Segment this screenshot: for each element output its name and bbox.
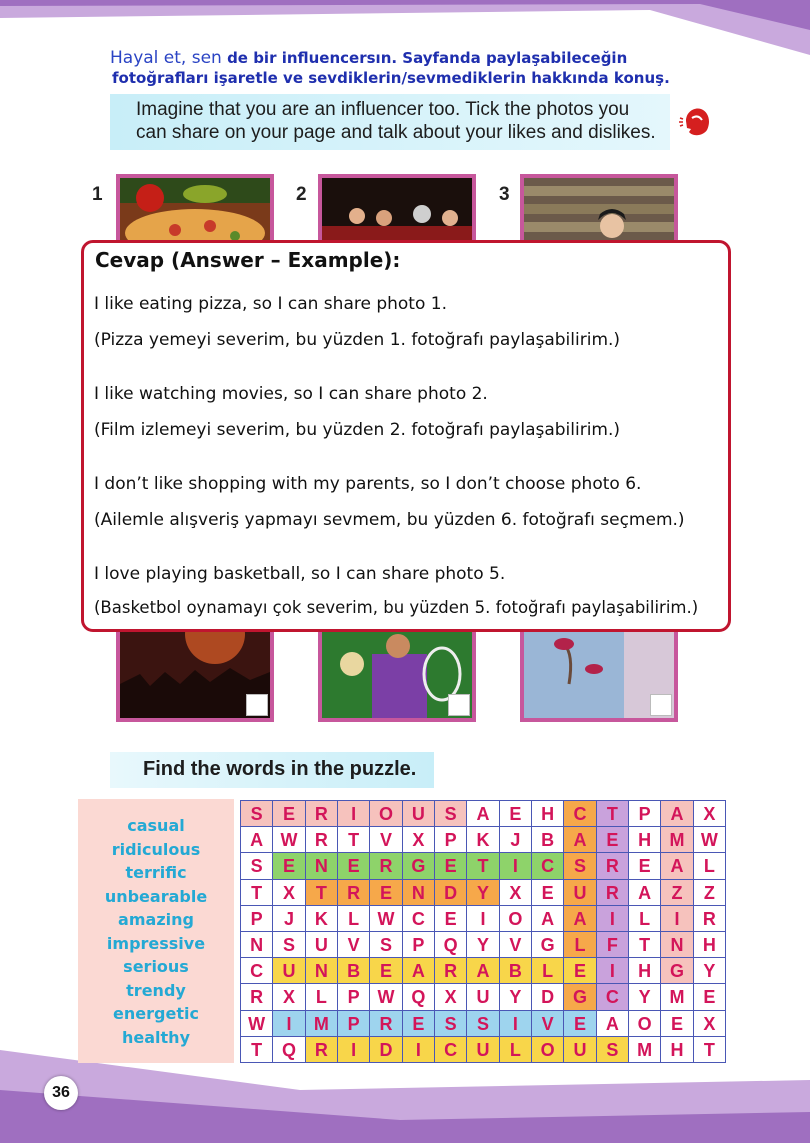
grid-cell[interactable]: C	[596, 983, 629, 1010]
grid-cell[interactable]: I	[272, 1010, 305, 1037]
photo-5-checkbox[interactable]	[448, 694, 470, 716]
word-list-panel	[78, 799, 234, 1063]
photo-number-3: 3	[499, 184, 510, 205]
grid-cell[interactable]: E	[660, 1010, 693, 1037]
grid-cell[interactable]: T	[596, 800, 629, 827]
grid-cell[interactable]: B	[499, 957, 532, 984]
grid-cell[interactable]: P	[337, 1010, 370, 1037]
pizza-image	[120, 178, 270, 248]
grid-cell[interactable]: W	[369, 983, 402, 1010]
answer-line-8: (Basketbol oynamayı çok severim, bu yüzden 5. fotoğrafı paylaşabilirim.)	[94, 598, 699, 617]
grid-cell[interactable]: R	[434, 957, 467, 984]
grid-cell[interactable]: S	[369, 931, 402, 958]
grid-cell[interactable]: Y	[628, 983, 661, 1010]
grid-cell[interactable]: X	[693, 1010, 726, 1037]
grid-cell[interactable]: G	[563, 983, 596, 1010]
grid-cell[interactable]: D	[531, 983, 564, 1010]
grid-cell[interactable]: I	[596, 957, 629, 984]
grid-cell[interactable]: R	[305, 800, 338, 827]
grid-cell[interactable]: A	[596, 1010, 629, 1037]
grid-cell[interactable]: L	[337, 905, 370, 932]
grid-cell[interactable]: R	[369, 1010, 402, 1037]
grid-cell[interactable]: E	[369, 957, 402, 984]
grid-cell[interactable]: T	[693, 1036, 726, 1063]
grid-cell[interactable]: N	[305, 852, 338, 879]
grid-cell[interactable]: I	[337, 800, 370, 827]
grid-cell[interactable]: A	[563, 905, 596, 932]
word-terrific: terrific	[125, 863, 187, 882]
grid-cell[interactable]: X	[272, 879, 305, 906]
answer-line-5: I don’t like shopping with my parents, so I don’t choose photo 6.	[94, 474, 642, 494]
grid-cell[interactable]: I	[466, 905, 499, 932]
grid-cell[interactable]: C	[531, 852, 564, 879]
grid-cell[interactable]: D	[434, 879, 467, 906]
grid-cell[interactable]: X	[402, 826, 435, 853]
grid-cell[interactable]: M	[660, 983, 693, 1010]
word-unbearable: unbearable	[104, 887, 208, 906]
grid-cell[interactable]: I	[499, 1010, 532, 1037]
grid-cell[interactable]: N	[402, 879, 435, 906]
grid-cell[interactable]: H	[693, 931, 726, 958]
grid-cell[interactable]: S	[272, 931, 305, 958]
grid-cell[interactable]: R	[305, 826, 338, 853]
grid-cell[interactable]: A	[563, 826, 596, 853]
grid-cell[interactable]: C	[563, 800, 596, 827]
grid-cell[interactable]: U	[466, 1036, 499, 1063]
grid-cell[interactable]: L	[693, 852, 726, 879]
grid-cell[interactable]: G	[402, 852, 435, 879]
turkish-instruction-line1	[110, 48, 627, 68]
photo-4-checkbox[interactable]	[246, 694, 268, 716]
speaker-icon	[678, 104, 712, 138]
grid-cell[interactable]: L	[531, 957, 564, 984]
cinema-image	[322, 178, 472, 248]
photo-6-checkbox[interactable]	[650, 694, 672, 716]
grid-cell[interactable]: X	[693, 800, 726, 827]
grid-cell[interactable]: E	[272, 800, 305, 827]
grid-cell[interactable]: T	[337, 826, 370, 853]
grid-cell[interactable]: M	[628, 1036, 661, 1063]
grid-cell[interactable]: V	[369, 826, 402, 853]
grid-cell[interactable]: X	[434, 983, 467, 1010]
grid-cell[interactable]: S	[434, 1010, 467, 1037]
grid-cell[interactable]: U	[466, 983, 499, 1010]
grid-cell[interactable]: H	[628, 957, 661, 984]
grid-cell[interactable]: Y	[466, 879, 499, 906]
grid-cell[interactable]: P	[434, 826, 467, 853]
grid-cell[interactable]: T	[466, 852, 499, 879]
grid-cell[interactable]: A	[531, 905, 564, 932]
word-search-grid	[240, 800, 725, 1062]
grid-cell[interactable]: R	[369, 852, 402, 879]
grid-cell[interactable]: P	[402, 931, 435, 958]
grid-cell[interactable]: A	[466, 957, 499, 984]
answer-line-2: (Pizza yemeyi severim, bu yüzden 1. fotoğrafı paylaşabilirim.)	[94, 330, 621, 350]
grid-cell[interactable]: E	[434, 852, 467, 879]
grid-cell[interactable]: H	[628, 826, 661, 853]
grid-cell[interactable]: W	[693, 826, 726, 853]
grid-cell[interactable]: V	[531, 1010, 564, 1037]
puzzle-title: Find the words in the puzzle.	[143, 758, 417, 780]
grid-cell[interactable]: O	[531, 1036, 564, 1063]
instruction-line2: can share on your page and talk about your likes and dislikes.	[136, 122, 656, 143]
word-amazing: amazing	[118, 910, 194, 929]
word-healthy: healthy	[122, 1028, 190, 1047]
grid-cell[interactable]: E	[369, 879, 402, 906]
photo-number-1: 1	[92, 184, 103, 205]
grid-cell[interactable]: L	[563, 931, 596, 958]
grid-cell[interactable]: P	[628, 800, 661, 827]
grid-cell[interactable]: P	[240, 905, 273, 932]
grid-cell[interactable]: R	[596, 879, 629, 906]
word-impressive: impressive	[106, 934, 206, 953]
grid-cell[interactable]: T	[628, 931, 661, 958]
answer-line-4: (Film izlemeyi severim, bu yüzden 2. fotoğrafı paylaşabilirim.)	[94, 420, 621, 440]
grid-cell[interactable]: L	[305, 983, 338, 1010]
grid-cell[interactable]: U	[402, 800, 435, 827]
grid-cell[interactable]: J	[499, 826, 532, 853]
grid-cell[interactable]: C	[434, 1036, 467, 1063]
grid-cell[interactable]: S	[240, 852, 273, 879]
turkish-instruction-line2: fotoğrafları işaretle ve sevdiklerin/sevmediklerin hakkında konuş.	[112, 69, 670, 87]
answer-line-6: (Ailemle alışveriş yapmayı sevmem, bu yüzden 6. fotoğrafı seçmem.)	[94, 510, 685, 530]
grid-cell[interactable]: E	[563, 1010, 596, 1037]
grid-cell[interactable]: T	[240, 879, 273, 906]
grid-cell[interactable]: M	[660, 826, 693, 853]
grid-cell[interactable]: V	[337, 931, 370, 958]
grid-cell[interactable]: M	[305, 1010, 338, 1037]
grid-cell[interactable]: W	[369, 905, 402, 932]
grid-cell[interactable]: R	[596, 852, 629, 879]
grid-cell[interactable]: I	[402, 1036, 435, 1063]
grid-cell[interactable]: W	[272, 826, 305, 853]
grid-cell[interactable]: K	[305, 905, 338, 932]
grid-cell[interactable]: B	[531, 826, 564, 853]
grid-cell[interactable]: U	[563, 1036, 596, 1063]
grid-cell[interactable]: J	[272, 905, 305, 932]
photo-tennis[interactable]	[318, 620, 476, 722]
grid-cell[interactable]: U	[563, 879, 596, 906]
grid-cell[interactable]: C	[240, 957, 273, 984]
instruction-text	[136, 98, 676, 144]
grid-cell[interactable]: S	[466, 1010, 499, 1037]
grid-cell[interactable]: Y	[499, 983, 532, 1010]
grid-cell[interactable]: O	[499, 905, 532, 932]
grid-cell[interactable]: N	[305, 957, 338, 984]
grid-cell[interactable]: X	[499, 879, 532, 906]
grid-cell[interactable]: Q	[272, 1036, 305, 1063]
grid-cell[interactable]: Z	[660, 879, 693, 906]
grid-cell[interactable]: R	[337, 879, 370, 906]
grid-cell[interactable]: T	[305, 879, 338, 906]
photo-flowers[interactable]	[520, 620, 678, 722]
grid-cell[interactable]: I	[660, 905, 693, 932]
library-image	[524, 178, 674, 248]
grid-cell[interactable]: E	[563, 957, 596, 984]
grid-cell[interactable]: P	[337, 983, 370, 1010]
grid-cell[interactable]: S	[596, 1036, 629, 1063]
answer-line-3: I like watching movies, so I can share photo 2.	[94, 384, 488, 404]
grid-cell[interactable]: I	[596, 905, 629, 932]
photo-concert[interactable]	[116, 620, 274, 722]
grid-cell[interactable]: I	[337, 1036, 370, 1063]
turkish-instruction-rest: de bir influencersın. Sayfanda paylaşabileceğin	[227, 49, 628, 67]
grid-cell[interactable]: E	[434, 905, 467, 932]
grid-cell[interactable]: C	[402, 905, 435, 932]
grid-cell[interactable]: B	[337, 957, 370, 984]
word-ridiculous: ridiculous	[111, 840, 201, 859]
grid-cell[interactable]: D	[369, 1036, 402, 1063]
grid-cell[interactable]: A	[466, 800, 499, 827]
grid-cell[interactable]: E	[402, 1010, 435, 1037]
grid-cell[interactable]: O	[628, 1010, 661, 1037]
grid-cell[interactable]: T	[240, 1036, 273, 1063]
grid-cell[interactable]: Y	[466, 931, 499, 958]
grid-cell[interactable]: I	[499, 852, 532, 879]
grid-cell[interactable]: R	[305, 1036, 338, 1063]
answer-line-7: I love playing basketball, so I can share photo 5.	[94, 564, 506, 584]
grid-cell[interactable]: K	[466, 826, 499, 853]
grid-cell[interactable]: E	[693, 983, 726, 1010]
grid-cell[interactable]: A	[660, 852, 693, 879]
answer-line-1: I like eating pizza, so I can share photo 1.	[94, 294, 447, 314]
grid-cell[interactable]: L	[499, 1036, 532, 1063]
grid-cell[interactable]: E	[337, 852, 370, 879]
answer-title: Cevap (Answer – Example):	[95, 248, 401, 272]
grid-cell[interactable]: H	[531, 800, 564, 827]
grid-cell[interactable]: S	[240, 800, 273, 827]
grid-cell[interactable]: A	[628, 879, 661, 906]
grid-cell[interactable]: L	[628, 905, 661, 932]
photo-number-2: 2	[296, 184, 307, 205]
grid-cell[interactable]: G	[660, 957, 693, 984]
grid-cell[interactable]: A	[240, 826, 273, 853]
grid-cell[interactable]: R	[693, 905, 726, 932]
grid-cell[interactable]: E	[499, 800, 532, 827]
page-number: 36	[44, 1076, 78, 1110]
grid-cell[interactable]: X	[272, 983, 305, 1010]
instruction-line1: Imagine that you are an influencer too. Tick the photos you	[136, 99, 630, 120]
word-casual: casual	[127, 816, 185, 835]
grid-cell[interactable]: F	[596, 931, 629, 958]
grid-cell[interactable]: E	[272, 852, 305, 879]
grid-cell[interactable]: E	[596, 826, 629, 853]
grid-cell[interactable]: Q	[434, 931, 467, 958]
word-energetic: energetic	[113, 1004, 199, 1023]
grid-cell[interactable]: H	[660, 1036, 693, 1063]
grid-cell[interactable]: E	[628, 852, 661, 879]
word-trendy: trendy	[126, 981, 186, 1000]
grid-cell[interactable]: V	[499, 931, 532, 958]
grid-cell[interactable]: G	[531, 931, 564, 958]
word-serious: serious	[123, 957, 189, 976]
grid-cell[interactable]: O	[369, 800, 402, 827]
grid-cell[interactable]: A	[660, 800, 693, 827]
grid-cell[interactable]: U	[305, 931, 338, 958]
grid-cell[interactable]: N	[240, 931, 273, 958]
grid-cell[interactable]: N	[660, 931, 693, 958]
grid-cell[interactable]: E	[531, 879, 564, 906]
bottom-decorative-band	[0, 1050, 810, 1143]
grid-cell[interactable]: A	[402, 957, 435, 984]
grid-cell[interactable]: Q	[402, 983, 435, 1010]
turkish-instruction-lead: Hayal et, sen	[110, 48, 222, 68]
grid-cell[interactable]: S	[434, 800, 467, 827]
grid-cell[interactable]: U	[272, 957, 305, 984]
grid-cell[interactable]: Y	[693, 957, 726, 984]
grid-cell[interactable]: Z	[693, 879, 726, 906]
grid-cell[interactable]: S	[563, 852, 596, 879]
grid-cell[interactable]: W	[240, 1010, 273, 1037]
grid-cell[interactable]: R	[240, 983, 273, 1010]
